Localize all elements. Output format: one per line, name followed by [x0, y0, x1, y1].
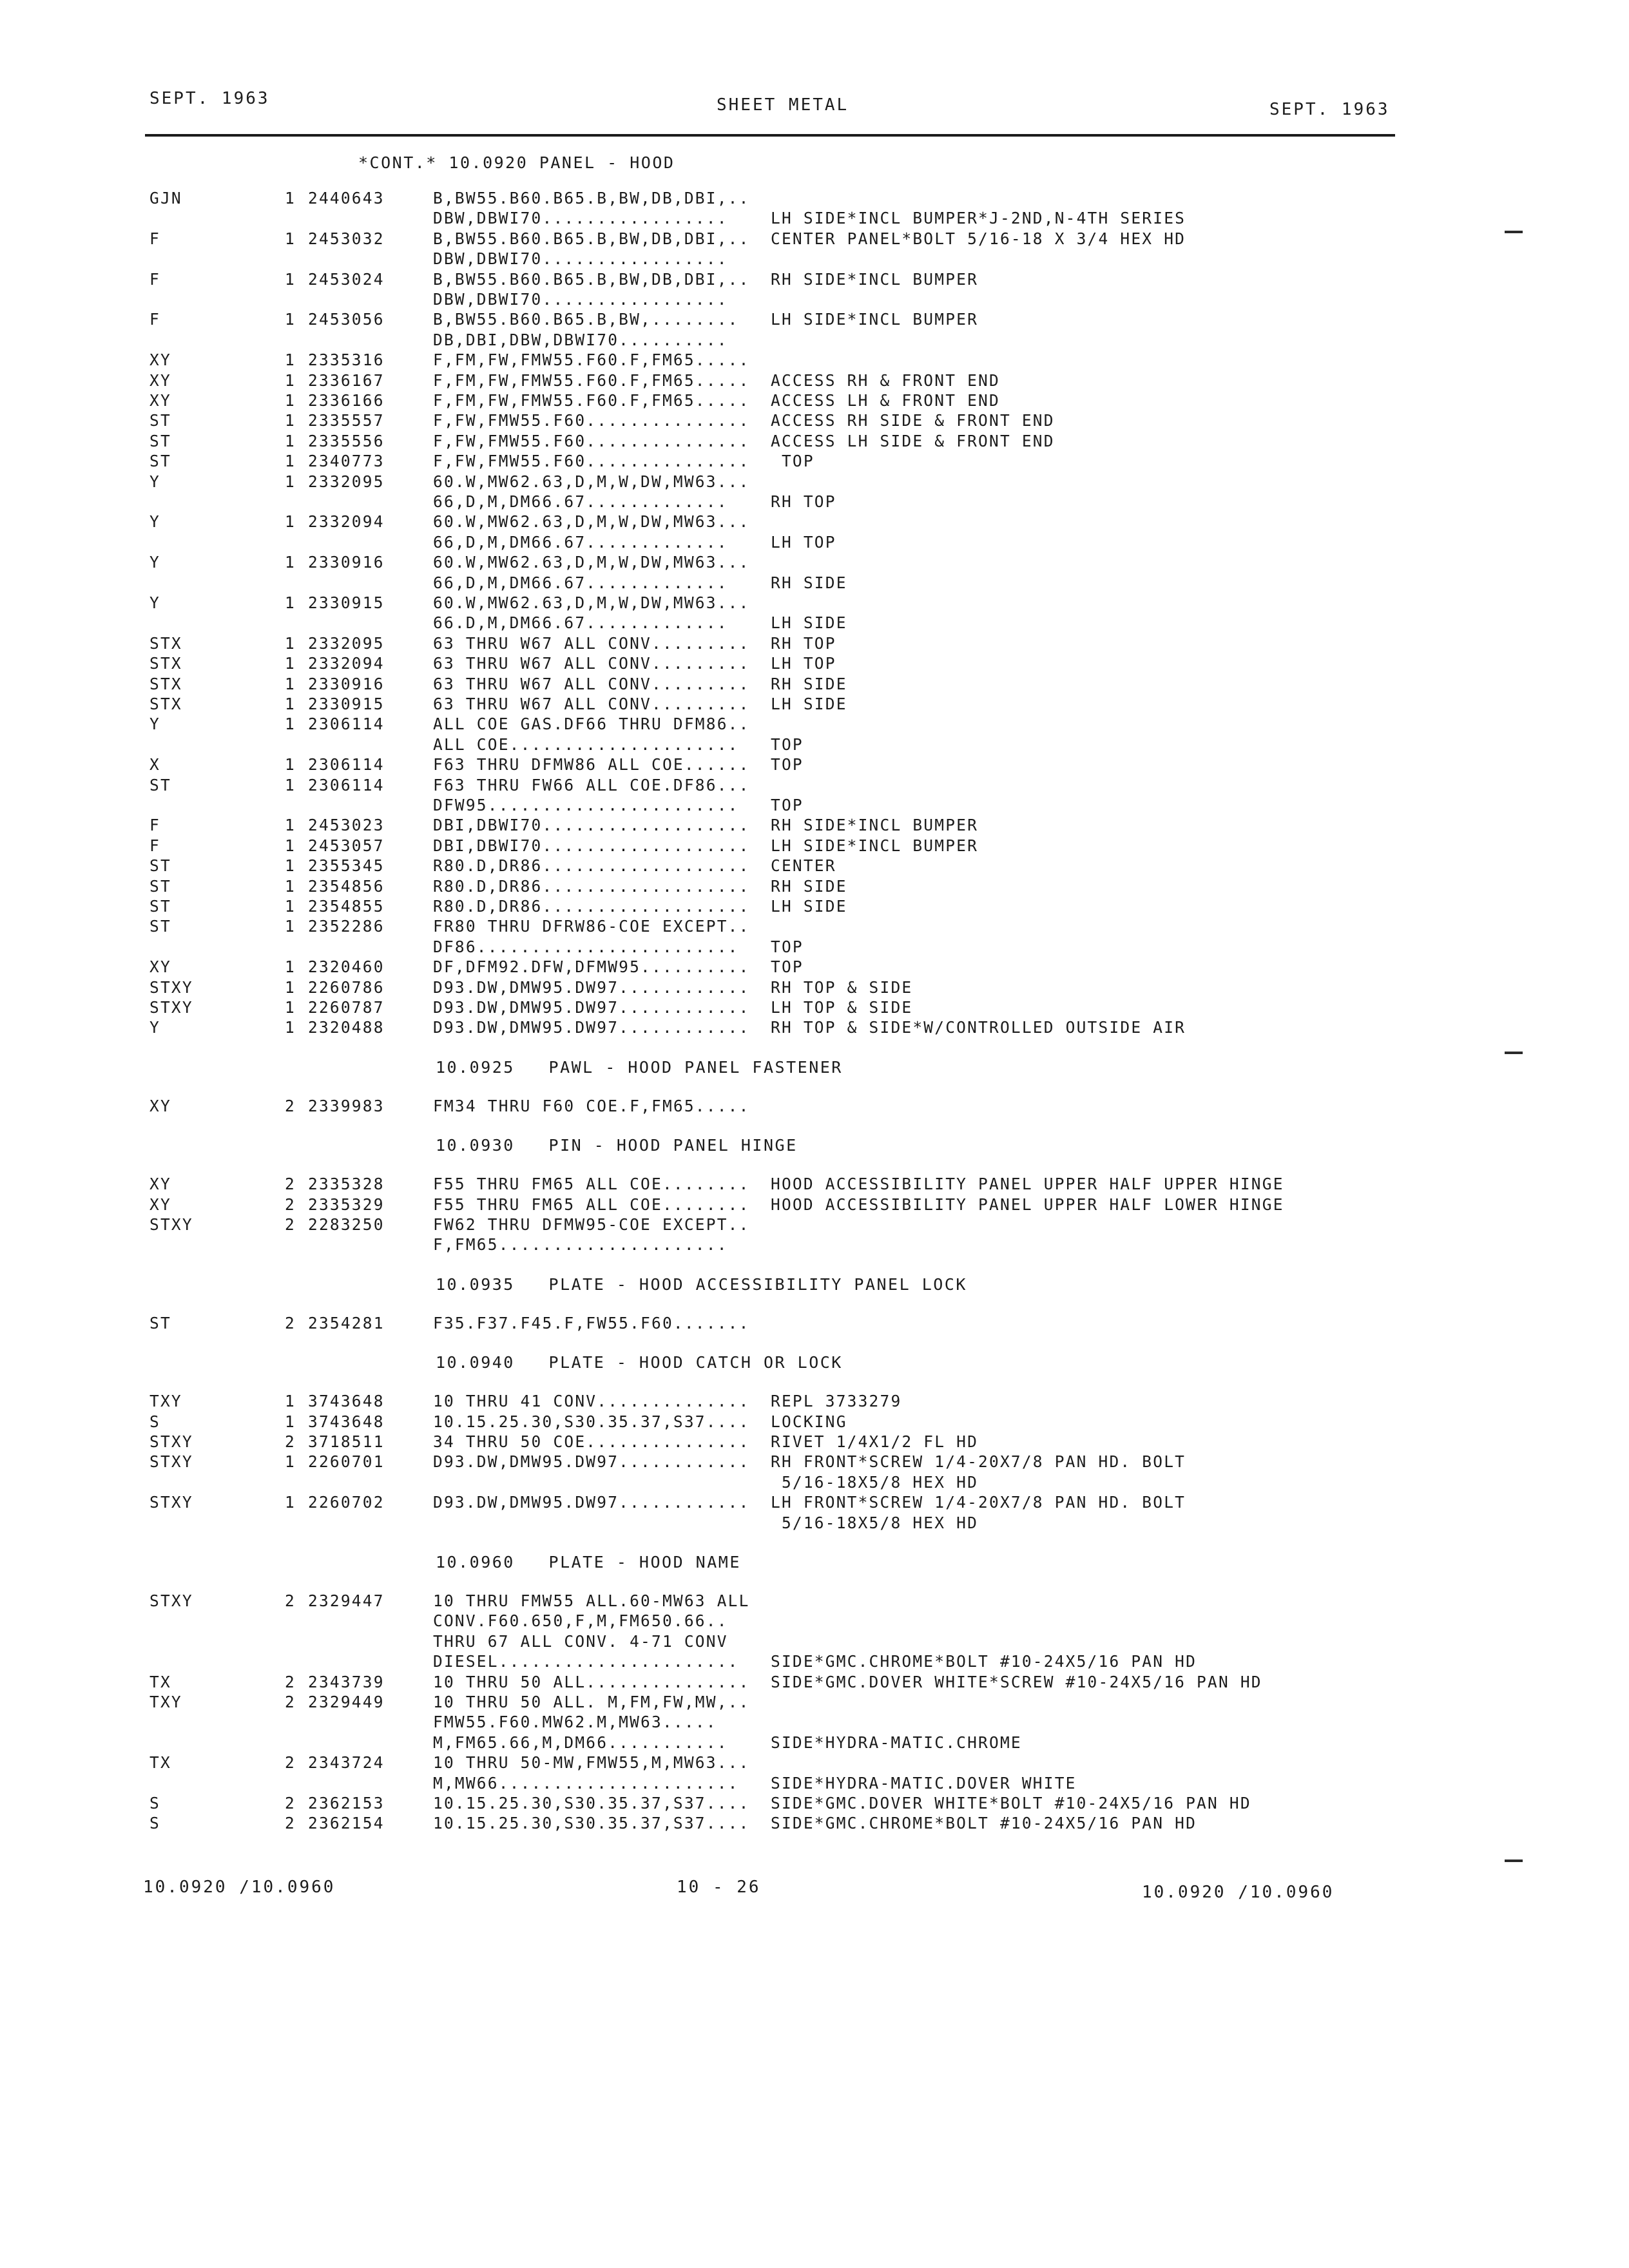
models-cell: R80.D,DR86...................	[433, 897, 750, 916]
margin-mark	[1505, 1860, 1523, 1862]
models-cell: 10 THRU 50 ALL...............	[433, 1673, 750, 1691]
code-cell: ST	[149, 1314, 171, 1332]
code-cell: ST	[149, 917, 171, 936]
description-cell: SIDE*HYDRA-MATIC.DOVER WHITE	[771, 1774, 1077, 1792]
description-cell: LH SIDE*INCL BUMPER*J-2ND,N-4TH SERIES	[771, 209, 1186, 227]
models-cell: F,FM,FW,FMW55.F60.F,FM65.....	[433, 351, 750, 369]
models-cell: 10.15.25.30,S30.35.37,S37....	[433, 1814, 750, 1832]
section-title: 10.0935 PLATE - HOOD ACCESSIBILITY PANEL LOCK	[436, 1274, 967, 1294]
qty-cell: 2	[285, 1314, 296, 1332]
models-cell: F55 THRU FM65 ALL COE........	[433, 1195, 750, 1214]
models-cell: FW62 THRU DFMW95-COE EXCEPT..	[433, 1215, 750, 1234]
models-cell: 10 THRU 41 CONV..............	[433, 1392, 750, 1410]
qty-cell: 2	[285, 1432, 296, 1451]
part-number-cell: 2330916	[308, 553, 385, 572]
section-title: 10.0925 PAWL - HOOD PANEL FASTENER	[436, 1057, 843, 1077]
part-number-cell: 2335329	[308, 1195, 385, 1214]
description-cell: RH TOP	[771, 492, 836, 511]
section-title: 10.0940 PLATE - HOOD CATCH OR LOCK	[436, 1353, 843, 1372]
qty-cell: 1	[285, 371, 296, 390]
section-title: *CONT.* 10.0920 PANEL - HOOD	[358, 153, 675, 172]
part-number-cell: 3743648	[308, 1412, 385, 1431]
description-cell: RH SIDE*INCL BUMPER	[771, 816, 979, 834]
qty-cell: 1	[285, 978, 296, 997]
code-cell: ST	[149, 856, 171, 875]
description-cell: LH SIDE	[771, 897, 847, 916]
code-cell: S	[149, 1814, 160, 1832]
part-number-cell: 2332094	[308, 654, 385, 673]
qty-cell: 1	[285, 816, 296, 834]
part-number-cell: 2453056	[308, 310, 385, 329]
code-cell: Y	[149, 593, 160, 612]
qty-cell: 1	[285, 695, 296, 713]
qty-cell: 2	[285, 1794, 296, 1812]
qty-cell: 1	[285, 957, 296, 976]
description-cell: SIDE*GMC.DOVER WHITE*SCREW #10-24X5/16 PAN HD	[771, 1673, 1262, 1691]
qty-cell: 1	[285, 1392, 296, 1410]
code-cell: Y	[149, 472, 160, 491]
models-cell: D93.DW,DMW95.DW97............	[433, 998, 750, 1017]
part-number-cell: 2260701	[308, 1452, 385, 1471]
code-cell: TXY	[149, 1693, 182, 1711]
code-cell: XY	[149, 1195, 171, 1214]
qty-cell: 1	[285, 432, 296, 450]
qty-cell: 1	[285, 411, 296, 430]
qty-cell: 1	[285, 189, 296, 207]
code-cell: ST	[149, 432, 171, 450]
models-cell: R80.D,DR86...................	[433, 877, 750, 896]
description-cell: HOOD ACCESSIBILITY PANEL UPPER HALF UPPER HINGE	[771, 1175, 1284, 1193]
description-cell: SIDE*GMC.CHROME*BOLT #10-24X5/16 PAN HD	[771, 1652, 1197, 1671]
models-cell: DBI,DBWI70...................	[433, 836, 750, 855]
qty-cell: 1	[285, 897, 296, 916]
part-number-cell: 2320460	[308, 957, 385, 976]
models-cell: DBI,DBWI70...................	[433, 816, 750, 834]
code-cell: STX	[149, 634, 182, 653]
models-cell: F35.F37.F45.F,FW55.F60.......	[433, 1314, 750, 1332]
code-cell: F	[149, 270, 160, 289]
models-cell: 60.W,MW62.63,D,M,W,DW,MW63...	[433, 593, 750, 612]
models-cell: DFW95.......................	[433, 796, 739, 814]
description-cell: HOOD ACCESSIBILITY PANEL UPPER HALF LOWER HINGE	[771, 1195, 1284, 1214]
part-number-cell: 2354281	[308, 1314, 385, 1332]
part-number-cell: 2330916	[308, 675, 385, 693]
header-rule	[145, 134, 1395, 137]
qty-cell: 1	[285, 1412, 296, 1431]
part-number-cell: 2343739	[308, 1673, 385, 1691]
code-cell: X	[149, 755, 160, 774]
models-cell: D93.DW,DMW95.DW97............	[433, 1452, 750, 1471]
part-number-cell: 2329447	[308, 1591, 385, 1610]
part-number-cell: 2283250	[308, 1215, 385, 1234]
header-date-right: SEPT. 1963	[1269, 100, 1390, 119]
qty-cell: 1	[285, 1493, 296, 1512]
part-number-cell: 2453032	[308, 229, 385, 248]
description-cell: RH TOP & SIDE	[771, 978, 913, 997]
models-cell: D93.DW,DMW95.DW97............	[433, 978, 750, 997]
part-number-cell: 2352286	[308, 917, 385, 936]
part-number-cell: 2330915	[308, 695, 385, 713]
code-cell: STXY	[149, 1591, 193, 1610]
part-number-cell: 2340773	[308, 452, 385, 470]
qty-cell: 2	[285, 1693, 296, 1711]
code-cell: STXY	[149, 998, 193, 1017]
models-cell: F63 THRU FW66 ALL COE.DF86...	[433, 776, 750, 794]
qty-cell: 2	[285, 1753, 296, 1772]
qty-cell: 1	[285, 675, 296, 693]
models-cell: B,BW55.B60.B65.B,BW,DB,DBI,..	[433, 270, 750, 289]
qty-cell: 1	[285, 755, 296, 774]
models-cell: 66,D,M,DM66.67.............	[433, 492, 728, 511]
description-cell: ACCESS RH & FRONT END	[771, 371, 1000, 390]
models-cell: FMW55.F60.MW62.M,MW63.....	[433, 1713, 717, 1731]
description-cell: RH SIDE	[771, 877, 847, 896]
qty-cell: 1	[285, 1018, 296, 1037]
part-number-cell: 2453023	[308, 816, 385, 834]
models-cell: 10 THRU FMW55 ALL.60-MW63 ALL	[433, 1591, 750, 1610]
part-number-cell: 2306114	[308, 776, 385, 794]
description-cell: SIDE*HYDRA-MATIC.CHROME	[771, 1733, 1022, 1752]
qty-cell: 2	[285, 1814, 296, 1832]
qty-cell: 1	[285, 654, 296, 673]
models-cell: F,FW,FMW55.F60...............	[433, 452, 750, 470]
description-cell: CENTER	[771, 856, 836, 875]
part-number-cell: 3743648	[308, 1392, 385, 1410]
models-cell: B,BW55.B60.B65.B,BW,DB,DBI,..	[433, 229, 750, 248]
part-number-cell: 2362154	[308, 1814, 385, 1832]
code-cell: F	[149, 229, 160, 248]
code-cell: STXY	[149, 1432, 193, 1451]
qty-cell: 2	[285, 1673, 296, 1691]
qty-cell: 1	[285, 877, 296, 896]
description-cell: RH TOP	[771, 634, 836, 653]
qty-cell: 1	[285, 593, 296, 612]
description-cell: TOP	[771, 755, 804, 774]
code-cell: S	[149, 1794, 160, 1812]
description-cell: TOP	[771, 796, 804, 814]
models-cell: F55 THRU FM65 ALL COE........	[433, 1175, 750, 1193]
qty-cell: 1	[285, 917, 296, 936]
description-cell: ACCESS RH SIDE & FRONT END	[771, 411, 1055, 430]
code-cell: ST	[149, 411, 171, 430]
models-cell: FR80 THRU DFRW86-COE EXCEPT..	[433, 917, 750, 936]
description-cell: 5/16-18X5/8 HEX HD	[771, 1514, 979, 1532]
code-cell: Y	[149, 715, 160, 733]
part-number-cell: 2453024	[308, 270, 385, 289]
code-cell: STX	[149, 675, 182, 693]
models-cell: D93.DW,DMW95.DW97............	[433, 1493, 750, 1512]
code-cell: F	[149, 816, 160, 834]
description-cell: LH TOP & SIDE	[771, 998, 913, 1017]
models-cell: ALL COE GAS.DF66 THRU DFM86..	[433, 715, 750, 733]
header-title: SHEET METAL	[717, 95, 849, 115]
footer-range-right: 10.0920 /10.0960	[1142, 1883, 1335, 1902]
part-number-cell: 2306114	[308, 715, 385, 733]
models-cell: DBW,DBWI70.................	[433, 249, 728, 268]
models-cell: 10 THRU 50-MW,FMW55,M,MW63...	[433, 1753, 750, 1772]
models-cell: 60.W,MW62.63,D,M,W,DW,MW63...	[433, 512, 750, 531]
code-cell: F	[149, 310, 160, 329]
models-cell: F,FW,FMW55.F60...............	[433, 432, 750, 450]
qty-cell: 1	[285, 391, 296, 410]
part-number-cell: 2354855	[308, 897, 385, 916]
models-cell: B,BW55.B60.B65.B,BW,........	[433, 310, 739, 329]
code-cell: ST	[149, 776, 171, 794]
part-number-cell: 2260786	[308, 978, 385, 997]
qty-cell: 1	[285, 998, 296, 1017]
models-cell: M,FM65.66,M,DM66...........	[433, 1733, 728, 1752]
models-cell: F,FM,FW,FMW55.F60.F,FM65.....	[433, 371, 750, 390]
models-cell: CONV.F60.650,F,M,FM650.66..	[433, 1611, 728, 1630]
code-cell: XY	[149, 957, 171, 976]
description-cell: LH TOP	[771, 654, 836, 673]
qty-cell: 2	[285, 1097, 296, 1115]
code-cell: STXY	[149, 978, 193, 997]
code-cell: STXY	[149, 1215, 193, 1234]
qty-cell: 2	[285, 1175, 296, 1193]
description-cell: LH SIDE	[771, 695, 847, 713]
part-number-cell: 2440643	[308, 189, 385, 207]
code-cell: TX	[149, 1753, 171, 1772]
code-cell: XY	[149, 351, 171, 369]
part-number-cell: 2332094	[308, 512, 385, 531]
section-title: 10.0960 PLATE - HOOD NAME	[436, 1553, 741, 1571]
part-number-cell: 2260702	[308, 1493, 385, 1512]
description-cell: ACCESS LH & FRONT END	[771, 391, 1000, 410]
description-cell: REPL 3733279	[771, 1392, 902, 1410]
part-number-cell: 2320488	[308, 1018, 385, 1037]
part-number-cell: 2339983	[308, 1097, 385, 1115]
models-cell: D93.DW,DMW95.DW97............	[433, 1018, 750, 1037]
models-cell: 34 THRU 50 COE...............	[433, 1432, 750, 1451]
models-cell: F63 THRU DFMW86 ALL COE......	[433, 755, 750, 774]
code-cell: STX	[149, 654, 182, 673]
code-cell: Y	[149, 512, 160, 531]
description-cell: SIDE*GMC.CHROME*BOLT #10-24X5/16 PAN HD	[771, 1814, 1197, 1832]
models-cell: DB,DBI,DBW,DBWI70..........	[433, 331, 728, 349]
models-cell: FM34 THRU F60 COE.F,FM65.....	[433, 1097, 750, 1115]
qty-cell: 2	[285, 1215, 296, 1234]
part-number-cell: 2329449	[308, 1693, 385, 1711]
qty-cell: 1	[285, 310, 296, 329]
part-number-cell: 2330915	[308, 593, 385, 612]
qty-cell: 1	[285, 229, 296, 248]
part-number-cell: 2336166	[308, 391, 385, 410]
qty-cell: 2	[285, 1195, 296, 1214]
models-cell: 66,D,M,DM66.67.............	[433, 573, 728, 592]
part-number-cell: 2362153	[308, 1794, 385, 1812]
models-cell: DIESEL......................	[433, 1652, 739, 1671]
part-number-cell: 2336167	[308, 371, 385, 390]
models-cell: DF,DFM92.DFW,DFMW95..........	[433, 957, 750, 976]
margin-mark	[1505, 1052, 1523, 1054]
qty-cell: 1	[285, 512, 296, 531]
description-cell: 5/16-18X5/8 HEX HD	[771, 1473, 979, 1492]
section-title: 10.0930 PIN - HOOD PANEL HINGE	[436, 1136, 798, 1155]
models-cell: F,FW,FMW55.F60...............	[433, 411, 750, 430]
qty-cell: 1	[285, 715, 296, 733]
part-number-cell: 2335316	[308, 351, 385, 369]
models-cell: 10 THRU 50 ALL. M,FM,FW,MW,..	[433, 1693, 750, 1711]
models-cell: M,MW66......................	[433, 1774, 739, 1792]
description-cell: LH SIDE*INCL BUMPER	[771, 310, 979, 329]
footer-range-left: 10.0920 /10.0960	[143, 1878, 336, 1897]
description-cell: LH TOP	[771, 533, 836, 552]
description-cell: RH SIDE	[771, 675, 847, 693]
code-cell: STX	[149, 695, 182, 713]
part-number-cell: 2335556	[308, 432, 385, 450]
footer-page-number: 10 - 26	[677, 1878, 761, 1897]
models-cell: DBW,DBWI70.................	[433, 209, 728, 227]
description-cell: TOP	[771, 735, 804, 754]
models-cell: 66.D,M,DM66.67.............	[433, 613, 728, 632]
part-number-cell: 2260787	[308, 998, 385, 1017]
code-cell: TXY	[149, 1392, 182, 1410]
models-cell: THRU 67 ALL CONV. 4-71 CONV	[433, 1632, 728, 1651]
description-cell: ACCESS LH SIDE & FRONT END	[771, 432, 1055, 450]
code-cell: S	[149, 1412, 160, 1431]
models-cell: 60.W,MW62.63,D,M,W,DW,MW63...	[433, 553, 750, 572]
description-cell: SIDE*GMC.DOVER WHITE*BOLT #10-24X5/16 PAN HD	[771, 1794, 1251, 1812]
description-cell: RIVET 1/4X1/2 FL HD	[771, 1432, 979, 1451]
description-cell: LH SIDE*INCL BUMPER	[771, 836, 979, 855]
models-cell: DF86........................	[433, 937, 739, 956]
models-cell: R80.D,DR86...................	[433, 856, 750, 875]
margin-mark	[1505, 231, 1523, 233]
code-cell: ST	[149, 452, 171, 470]
code-cell: STXY	[149, 1452, 193, 1471]
part-number-cell: 2453057	[308, 836, 385, 855]
code-cell: ST	[149, 897, 171, 916]
code-cell: XY	[149, 1097, 171, 1115]
models-cell: 63 THRU W67 ALL CONV.........	[433, 634, 750, 653]
description-cell: RH FRONT*SCREW 1/4-20X7/8 PAN HD. BOLT	[771, 1452, 1186, 1471]
qty-cell: 1	[285, 836, 296, 855]
models-cell: 10.15.25.30,S30.35.37,S37....	[433, 1412, 750, 1431]
part-number-cell: 2343724	[308, 1753, 385, 1772]
qty-cell: 1	[285, 776, 296, 794]
description-cell: TOP	[771, 452, 815, 470]
description-cell: TOP	[771, 957, 804, 976]
code-cell: STXY	[149, 1493, 193, 1512]
models-cell: 66,D,M,DM66.67.............	[433, 533, 728, 552]
code-cell: ST	[149, 877, 171, 896]
part-number-cell: 2306114	[308, 755, 385, 774]
models-cell: DBW,DBWI70.................	[433, 290, 728, 309]
description-cell: CENTER PANEL*BOLT 5/16-18 X 3/4 HEX HD	[771, 229, 1186, 248]
qty-cell: 1	[285, 1452, 296, 1471]
models-cell: 63 THRU W67 ALL CONV.........	[433, 695, 750, 713]
models-cell: B,BW55.B60.B65.B,BW,DB,DBI,..	[433, 189, 750, 207]
part-number-cell: 2335557	[308, 411, 385, 430]
models-cell: ALL COE.....................	[433, 735, 739, 754]
description-cell: RH TOP & SIDE*W/CONTROLLED OUTSIDE AIR	[771, 1018, 1186, 1037]
part-number-cell: 2332095	[308, 472, 385, 491]
models-cell: 63 THRU W67 ALL CONV.........	[433, 675, 750, 693]
header-date-left: SEPT. 1963	[149, 89, 270, 108]
description-cell: LH FRONT*SCREW 1/4-20X7/8 PAN HD. BOLT	[771, 1493, 1186, 1512]
description-cell: RH SIDE	[771, 573, 847, 592]
code-cell: TX	[149, 1673, 171, 1691]
code-cell: XY	[149, 1175, 171, 1193]
part-number-cell: 2335328	[308, 1175, 385, 1193]
models-cell: F,FM65.....................	[433, 1235, 728, 1254]
models-cell: 10.15.25.30,S30.35.37,S37....	[433, 1794, 750, 1812]
qty-cell: 2	[285, 1591, 296, 1610]
code-cell: Y	[149, 553, 160, 572]
models-cell: 63 THRU W67 ALL CONV.........	[433, 654, 750, 673]
description-cell: RH SIDE*INCL BUMPER	[771, 270, 979, 289]
part-number-cell: 3718511	[308, 1432, 385, 1451]
qty-cell: 1	[285, 634, 296, 653]
qty-cell: 1	[285, 856, 296, 875]
qty-cell: 1	[285, 270, 296, 289]
code-cell: XY	[149, 371, 171, 390]
qty-cell: 1	[285, 553, 296, 572]
qty-cell: 1	[285, 452, 296, 470]
part-number-cell: 2332095	[308, 634, 385, 653]
description-cell: LH SIDE	[771, 613, 847, 632]
code-cell: Y	[149, 1018, 160, 1037]
code-cell: GJN	[149, 189, 182, 207]
description-cell: TOP	[771, 937, 804, 956]
part-number-cell: 2354856	[308, 877, 385, 896]
description-cell: LOCKING	[771, 1412, 847, 1431]
qty-cell: 1	[285, 351, 296, 369]
models-cell: 60.W,MW62.63,D,M,W,DW,MW63...	[433, 472, 750, 491]
code-cell: XY	[149, 391, 171, 410]
part-number-cell: 2355345	[308, 856, 385, 875]
code-cell: F	[149, 836, 160, 855]
models-cell: F,FM,FW,FMW55.F60.F,FM65.....	[433, 391, 750, 410]
qty-cell: 1	[285, 472, 296, 491]
